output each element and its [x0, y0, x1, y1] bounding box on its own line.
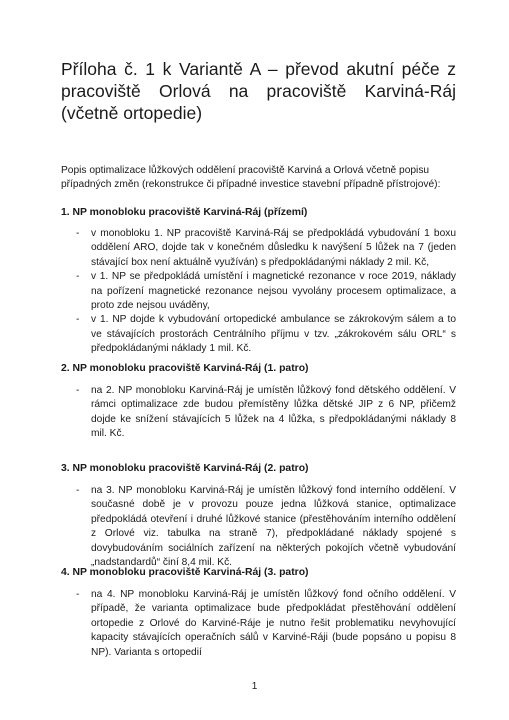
section-heading: 4. NP monobloku pracoviště Karviná-Ráj (3. patro) [61, 567, 309, 578]
list-item [61, 313, 456, 356]
intro-paragraph: Popis optimalizace lůžkových oddělení pracoviště Karviná a Orlová včetně popisu případných změn (rekonstrukce či případné investice stavební případně přístrojové): [61, 165, 441, 190]
bullet-dash: - [76, 228, 80, 239]
section-list [61, 227, 456, 357]
document-title: Příloha č. 1 k Variantě A – převod akutní péče z pracoviště Orlová na pracoviště Karviná-Ráj (včetně ortopedie) [61, 59, 456, 123]
section-3 [61, 462, 456, 570]
bullet-dash: - [76, 385, 80, 396]
section-1 [61, 206, 456, 357]
section-heading: 1. NP monobloku pracoviště Karviná-Ráj (přízemí) [61, 207, 308, 218]
page-number: 1 [251, 681, 258, 692]
list-item-text: na 4. NP monobloku Karviná-Ráj je umístěn lůžkový fond očního oddělení. V případě, že varianta optimalizace bude předpokládat přestěhování oddělení ortopedie z Orlové do Karviné-Ráje je nutno řešit problematiku nevyhovující kapacity stávajících operačních sálů v Karviné-Ráji (bude popsáno u popisu 8 NP). Varianta s ortopedií [91, 589, 456, 658]
bullet-dash: - [76, 271, 80, 283]
bullet-dash: - [76, 589, 80, 600]
list-item-text: na 2. NP monobloku Karviná-Ráj je umístěn lůžkový fond dětského oddělení. V rámci optimalizace zde budou přemístěny lůžka dětské JIP z 6 NP, přičemž dojde ke snížení stávajících 5 lůžek na 4 lůžka, s předpokládanými náklady 8 mil. Kč. [91, 385, 456, 440]
bullet-dash: - [76, 485, 80, 496]
section-heading: 3. NP monobloku pracoviště Karviná-Ráj (2. patro) [61, 463, 309, 474]
list-item [61, 588, 456, 660]
list-item-text: v 1. NP dojde k vybudování ortopedické ambulance se zákrokovým sálem a to ve stávajících prostorách Centrálního příjmu v tzv. „zákrokovém sálu ORL“ s předpokládanými náklady 1 mil. Kč. [91, 314, 456, 355]
bullet-dash: - [76, 314, 80, 326]
section-list [61, 484, 456, 570]
section-heading: 2. NP monobloku pracoviště Karviná-Ráj (1. patro) [61, 363, 309, 374]
section-2 [61, 362, 456, 442]
list-item [61, 270, 456, 313]
list-item [61, 484, 456, 570]
list-item [61, 384, 456, 442]
list-item-text: v 1. NP se předpokládá umístění i magnetické rezonance v roce 2019, náklady na pořízení magnetické rezonance nejsou vyvolány procesem optimalizace, a proto zde nejsou uváděny, [91, 271, 456, 312]
section-list [61, 588, 456, 660]
section-4 [61, 566, 456, 660]
section-list [61, 384, 456, 442]
list-item-text: na 3. NP monobloku Karviná-Ráj je umístěn lůžkový fond interního oddělení. V současné době je v provozu pouze jedna lůžková stanice, optimalizace předpokládá otevření i druhé lůžkové stanice (přestěhováním interního oddělení z Orlové viz. tabulka na straně 7), předpokládané náklady spojené s dovybudováním sociálních zařízení na některých pokojích včetně vybudování „nadstandardů“ činí 8,4 mil. Kč. [91, 485, 456, 569]
list-item [61, 227, 456, 270]
list-item-text: v monobloku 1. NP pracoviště Karviná-Ráj se předpokládá vybudování 1 boxu oddělení ARO, dojde tak v konečném důsledku k navýšení 5 lůžek na 7 (jeden stávající box není aktuálně využíván) s předpokládanými náklady 2 mil. Kč, [91, 228, 456, 268]
